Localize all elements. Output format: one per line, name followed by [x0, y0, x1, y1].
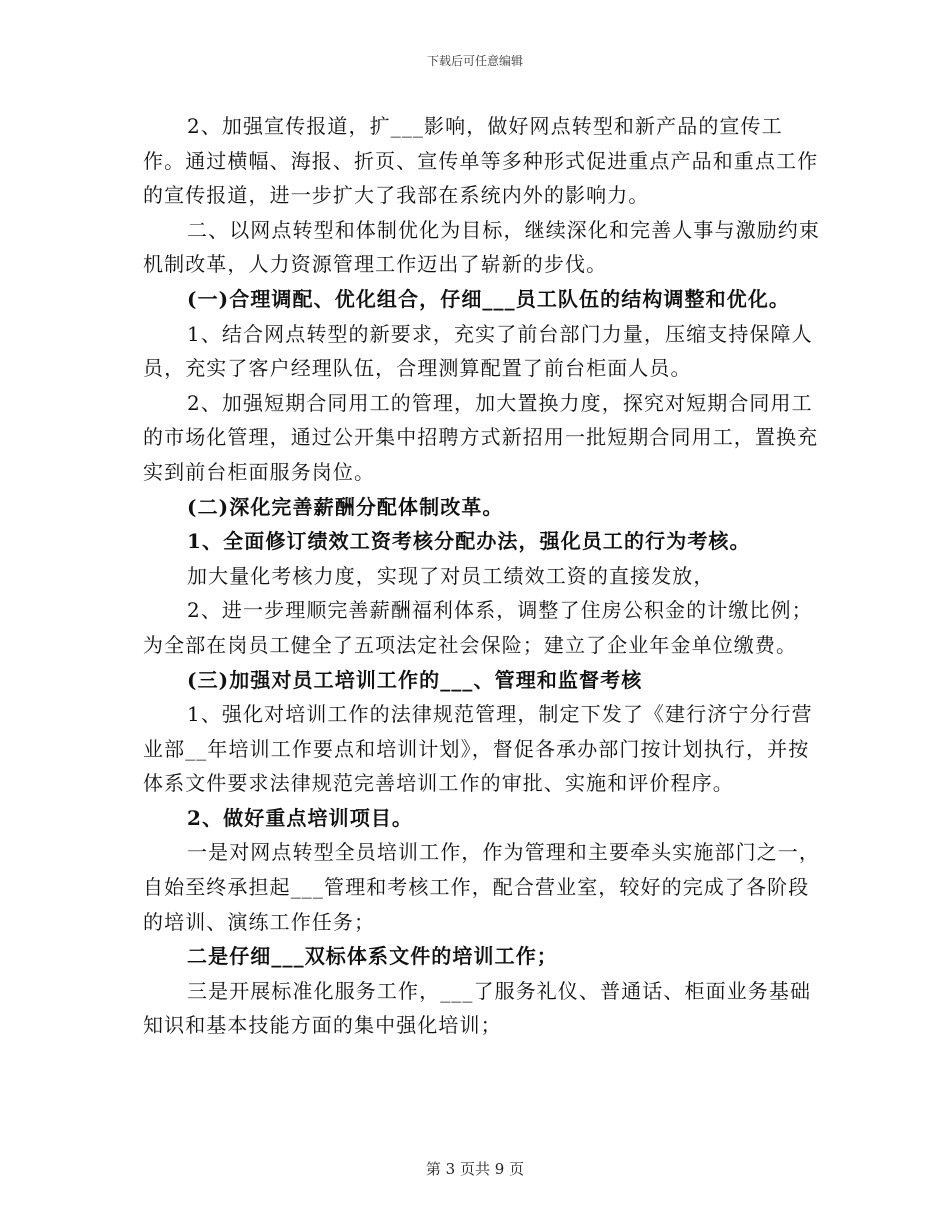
paragraph-2: 二、以网点转型和体制优化为目标，继续深化和完善人事与激励约束机制改革，人力资源管理工作迈出了崭新的步伐。 [143, 217, 820, 277]
subheading-1: 1、全面修订绩效工资考核分配办法，强化员工的行为考核。 [187, 529, 751, 554]
paragraph-3: 1、结合网点转型的新要求，充实了前台部门力量，压缩支持保障人员，充实了客户经理队伍，合理测算配置了前台柜面人员。 [143, 321, 813, 381]
paragraph-8: 一是对网点转型全员培训工作，作为管理和主要牵头实施部门之一，自始至终承担起___管理和考核工作，配合营业室，较好的完成了各阶段的培训、演练工作任务； [143, 840, 820, 934]
section-heading-3: (三)加强对员工培训工作的___、管理和监督考核 [187, 667, 643, 692]
document-body [143, 109, 823, 1043]
section-heading-1: (一)合理调配、优化组合，仔细___员工队伍的结构调整和优化。 [187, 286, 791, 311]
paragraph-4: 2、加强短期合同用工的管理，加大置换力度，探究对短期合同用工的市场化管理，通过公开集中招聘方式新招用一批短期合同用工，置换充实到前台柜面服务岗位。 [143, 390, 819, 484]
paragraph-6: 2、进一步理顺完善薪酬福利体系，调整了住房公积金的计缴比例；为全部在岗员工健全了五项法定社会保险；建立了企业年金单位缴费。 [143, 598, 813, 657]
paragraph-1: 2、加强宣传报道，扩___影响，做好网点转型和新产品的宣传工作。通过横幅、海报、折页、宣传单等多种形式促进重点产品和重点工作的宣传报道，进一步扩大了我部在系统内外的影响力。 [143, 114, 819, 208]
paragraph-5: 加大量化考核力度，实现了对员工绩效工资的直接发放， [187, 563, 715, 588]
paragraph-7: 1、强化对培训工作的法律规范管理，制定下发了《建行济宁分行营业部__年培训工作要点和培训计划》，督促各承办部门按计划执行，并按体系文件要求法律规范完善培训工作的审批、实施和评价程序。 [143, 702, 813, 796]
subheading-2: 2、做好重点培训项目。 [187, 805, 414, 830]
subheading-3: 二是仔细___双标体系文件的培训工作； [187, 944, 558, 969]
paragraph-9: 三是开展标准化服务工作，___了服务礼仪、普通话、柜面业务基础知识和基本技能方面的集中强化培训； [143, 978, 812, 1038]
section-heading-2: (二)深化完善薪酬分配体制改革。 [187, 494, 504, 519]
page-header: 下载后可任意编辑 [426, 54, 523, 68]
page-footer: 第 3 页共 9 页 [425, 1160, 525, 1178]
